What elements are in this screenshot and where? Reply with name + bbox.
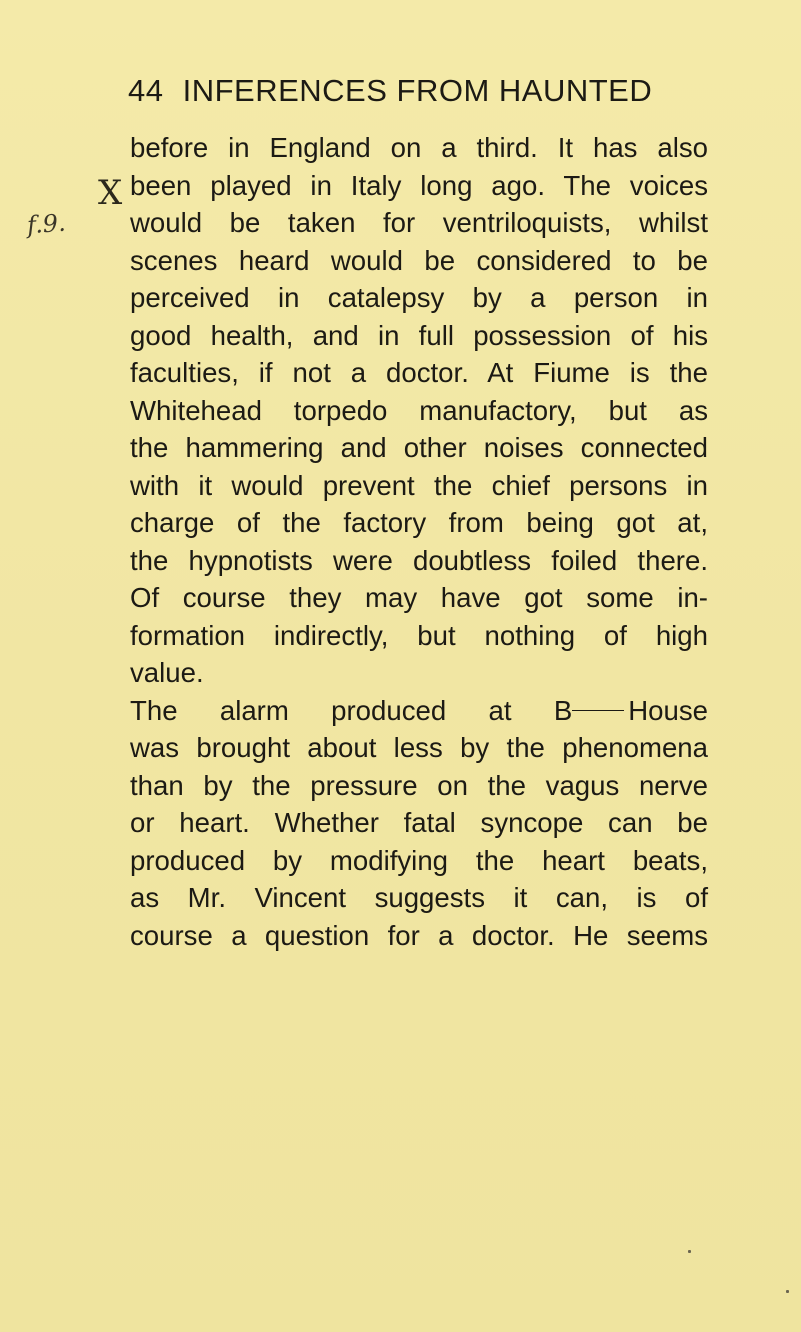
paper-speck	[688, 1250, 691, 1253]
text-line: charge of the factory from being got at,	[130, 507, 708, 538]
text-line: formation indirectly, but nothing of high	[130, 619, 708, 651]
paragraph-start-text: The alarm produced at B	[130, 694, 573, 726]
paper-speck	[786, 1290, 789, 1293]
page-number: 44	[128, 73, 164, 108]
handwritten-margin-note: f.9.	[26, 208, 67, 240]
text-line: value.	[130, 657, 204, 688]
text-line: been played in Italy long ago. The voices	[130, 169, 708, 201]
text-line: Whitehead torpedo manufactory, but as	[130, 394, 708, 426]
text-line: the hammering and other noises connected	[130, 432, 708, 463]
text-line: or heart. Whether fatal syncope can be	[130, 807, 708, 838]
text-line: produced by modifying the heart beats,	[130, 844, 708, 876]
text-line: before in England on a third. It has also	[130, 132, 708, 163]
text-line: the hypnotists were doubtless foiled there.	[130, 544, 708, 576]
running-header	[128, 73, 728, 109]
text-line: faculties, if not a doctor. At Fiume is the	[130, 357, 708, 388]
margin-cross-mark: X	[98, 173, 123, 213]
text-line: was brought about less by the phenomena	[130, 732, 708, 763]
running-title: INFERENCES FROM HAUNTED	[182, 73, 653, 108]
paragraph-start-house: House	[628, 694, 708, 726]
name-redaction-dash	[572, 710, 624, 711]
text-line: Of course they may have got some in-	[130, 582, 708, 613]
text-line: would be taken for ventriloquists, whilst	[130, 207, 708, 238]
text-line: good health, and in full possession of his	[130, 319, 708, 351]
text-line: as Mr. Vincent suggests it can, is of	[130, 882, 708, 913]
paragraph-start-line	[130, 692, 708, 730]
text-line: scenes heard would be considered to be	[130, 244, 708, 276]
text-line: with it would prevent the chief persons in	[130, 469, 708, 501]
text-line: than by the pressure on the vagus nerve	[130, 769, 708, 801]
text-line: perceived in catalepsy by a person in	[130, 282, 708, 313]
text-line: course a question for a doctor. He seems	[130, 919, 708, 951]
body-text	[130, 129, 708, 954]
